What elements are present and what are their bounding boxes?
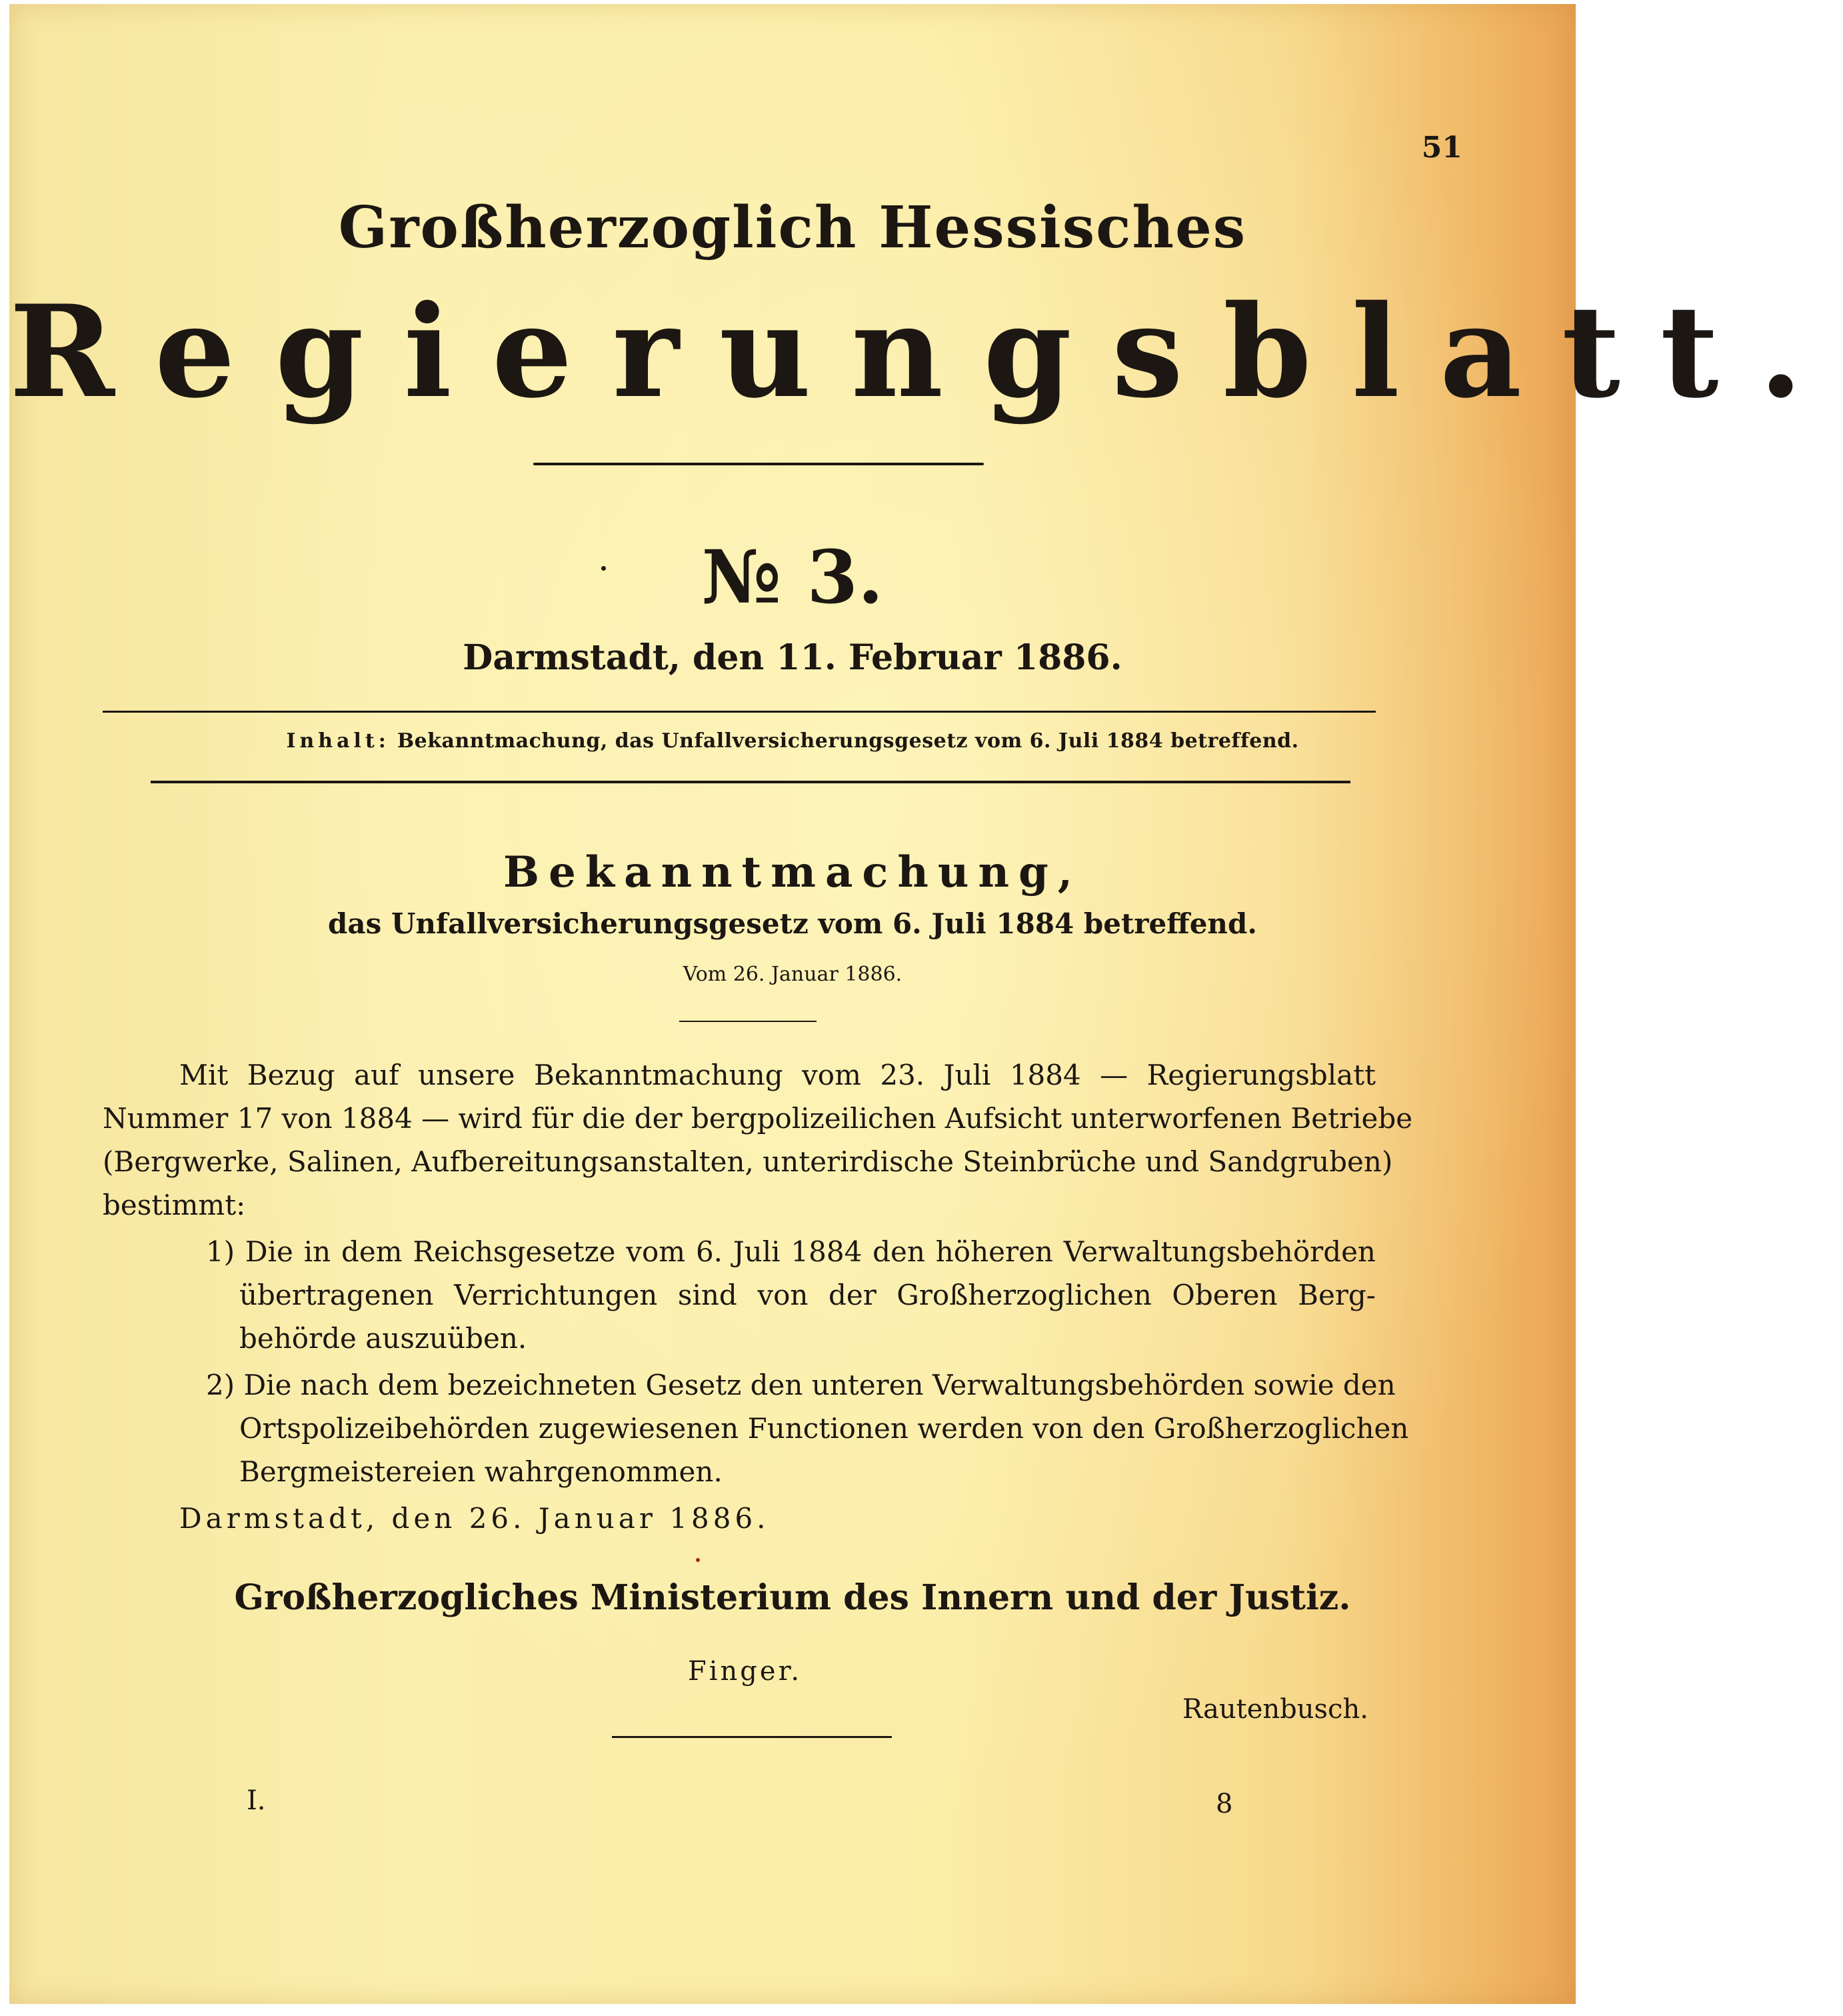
- announcement-title: Bekanntmachung,: [503, 847, 1082, 897]
- ministry-signature: Großherzogliches Ministerium des Innern und der Justiz.: [234, 1577, 1351, 1618]
- dateline: Darmstadt, den 11. Februar 1886.: [463, 637, 1122, 678]
- announcement-body: [9, 4, 1843, 1537]
- ink-speck: [696, 1558, 700, 1562]
- page-number: 51: [1421, 131, 1462, 165]
- body-line: (Bergwerke, Salinen, Aufbereitungsanstalten, unterirdische Steinbrüche und Sandgruben): [103, 1145, 1393, 1178]
- contents-text: Bekanntmachung, das Unfallversicherungsgesetz vom 6. Juli 1884 betreffend.: [397, 729, 1299, 753]
- gazette-title-line2: Regierungsblatt.: [9, 277, 1843, 426]
- document-page: [9, 4, 1843, 2004]
- announcement-date: Vom 26. Januar 1886.: [683, 963, 903, 986]
- footer-sheet-number: 8: [1216, 1789, 1233, 1819]
- footer-series-mark: I.: [247, 1785, 266, 1816]
- item1-line: übertragenen Verrichtungen sind von der Großherzoglichen Oberen Berg-: [239, 1279, 1376, 1311]
- signature-divider: [612, 1736, 892, 1738]
- item1-line: behörde auszuüben.: [239, 1322, 527, 1355]
- signer-finger: Finger.: [688, 1656, 803, 1687]
- place-date: Darmstadt, den 26. Januar 1886.: [179, 1502, 770, 1535]
- gazette-title-line1: Großherzoglich Hessisches: [338, 194, 1247, 261]
- body-line: Mit Bezug auf unsere Bekanntmachung vom 23. Juli 1884 — Regierungsblatt: [179, 1059, 1376, 1091]
- item1-line: 1) Die in dem Reichsgesetze vom 6. Juli 1884 den höheren Verwaltungsbehörden: [206, 1235, 1376, 1268]
- announcement-subtitle: das Unfallversicherungsgesetz vom 6. Juli 1884 betreffend.: [328, 907, 1257, 940]
- issue-number: № 3.: [701, 534, 884, 620]
- body-line: bestimmt:: [103, 1189, 246, 1221]
- item2-line: Ortspolizeibehörden zugewiesenen Functionen werden von den Großherzoglichen: [239, 1412, 1409, 1445]
- signer-rautenbusch: Rautenbusch.: [1182, 1694, 1368, 1725]
- item2-line: 2) Die nach dem bezeichneten Gesetz den unteren Verwaltungsbehörden sowie den: [206, 1369, 1396, 1401]
- item2-line: Bergmeistereien wahrgenommen.: [239, 1455, 723, 1488]
- body-line: Nummer 17 von 1884 — wird für die der bergpolizeilichen Aufsicht unterworfenen Betriebe: [103, 1102, 1413, 1135]
- contents-label: Inhalt:: [286, 729, 390, 753]
